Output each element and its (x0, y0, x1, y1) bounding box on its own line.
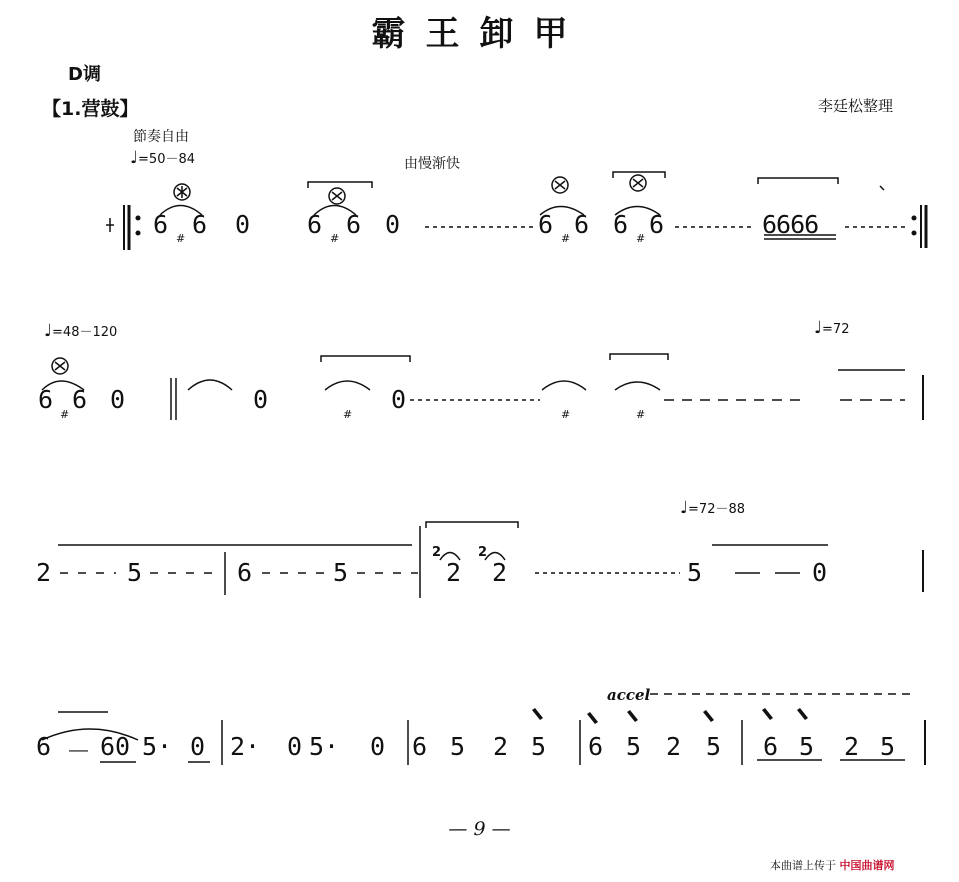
rest-digit: 0 (190, 732, 206, 761)
note-digit: 2· (230, 732, 261, 761)
quarter-note-icon: ♩ (680, 498, 689, 518)
accel-label: accel (607, 686, 651, 704)
note-digit: 6 (574, 210, 590, 239)
note-digit: 2 (446, 558, 462, 587)
rest-digit: 0 (253, 385, 269, 414)
note-digit: 6 (153, 210, 169, 239)
note-digit: 6 (36, 732, 52, 761)
rest-digit: 0 (812, 558, 828, 587)
quarter-note-icon: ♩ (814, 318, 823, 338)
sharp-mark: # (636, 232, 646, 245)
note-digit: 5 (450, 732, 466, 761)
tempo-value: =72－88 (688, 502, 746, 517)
note-digit: 6 (346, 210, 362, 239)
note-group: 6666 (762, 210, 819, 239)
note-digit: 5 (687, 558, 703, 587)
note-digit: 5 (880, 732, 896, 761)
tempo-free-label: 節奏自由 (133, 129, 189, 145)
note-digit: 5· (309, 732, 340, 761)
note-digit: 5 (127, 558, 143, 587)
page-title: 霸王卸甲 (371, 14, 588, 54)
tempo-value: =48－120 (52, 325, 118, 340)
rest-digit: 0 (287, 732, 303, 761)
arranger-credit: 李廷松整理 (818, 97, 894, 115)
quarter-note-icon: ♩ (44, 321, 53, 341)
rest-digit: 0 (235, 210, 251, 239)
note-digit: 6 (192, 210, 208, 239)
note-digit: 2 (493, 732, 509, 761)
tempo-value: =50－84 (138, 152, 196, 167)
sharp-mark: # (561, 232, 571, 245)
grace-note: 2 (478, 545, 488, 560)
note-digit: 6 (237, 558, 253, 587)
tempo-value: =72 (822, 322, 850, 337)
quarter-note-icon: ♩ (130, 148, 139, 168)
key-signature: D调 (68, 64, 101, 85)
section-heading: 【1.营鼓】 (42, 98, 139, 120)
sharp-mark: # (561, 408, 571, 421)
note-group: 60 (100, 732, 131, 761)
note-digit: 6 (538, 210, 554, 239)
note-digit: 6 (763, 732, 779, 761)
sharp-mark: # (176, 232, 186, 245)
note-digit: 6 (613, 210, 629, 239)
rest-digit: 0 (110, 385, 126, 414)
sharp-mark: # (330, 232, 340, 245)
note-digit: 2 (844, 732, 860, 761)
note-digit: 5· (142, 732, 173, 761)
footer-prefix: 本曲谱上传于 (770, 859, 836, 872)
note-digit: 6 (38, 385, 54, 414)
rest-digit: 0 (385, 210, 401, 239)
note-digit: 6 (412, 732, 428, 761)
note-digit: 5 (626, 732, 642, 761)
note-digit: 5 (531, 732, 547, 761)
note-digit: 2 (492, 558, 508, 587)
note-digit: 2 (36, 558, 52, 587)
footer-brand: 中国曲谱网 (839, 859, 895, 872)
note-digit: 2 (666, 732, 682, 761)
note-digit: 6 (649, 210, 665, 239)
note-digit: 6 (588, 732, 604, 761)
tempo-speed-up-label: 由慢渐快 (404, 156, 460, 172)
grace-note: 2 (432, 545, 442, 560)
sharp-mark: # (60, 408, 70, 421)
rest-digit: 0 (391, 385, 407, 414)
note-digit: 5 (799, 732, 815, 761)
dash: － (66, 737, 92, 766)
footer-credit (770, 857, 895, 873)
note-digit: 6 (307, 210, 323, 239)
note-digit: 5 (333, 558, 349, 587)
sharp-mark: # (343, 408, 353, 421)
page-number: — 9 — (448, 818, 511, 840)
note-digit: 6 (72, 385, 88, 414)
note-digit: 5 (706, 732, 722, 761)
rest-digit: 0 (370, 732, 386, 761)
sharp-mark: # (636, 408, 646, 421)
